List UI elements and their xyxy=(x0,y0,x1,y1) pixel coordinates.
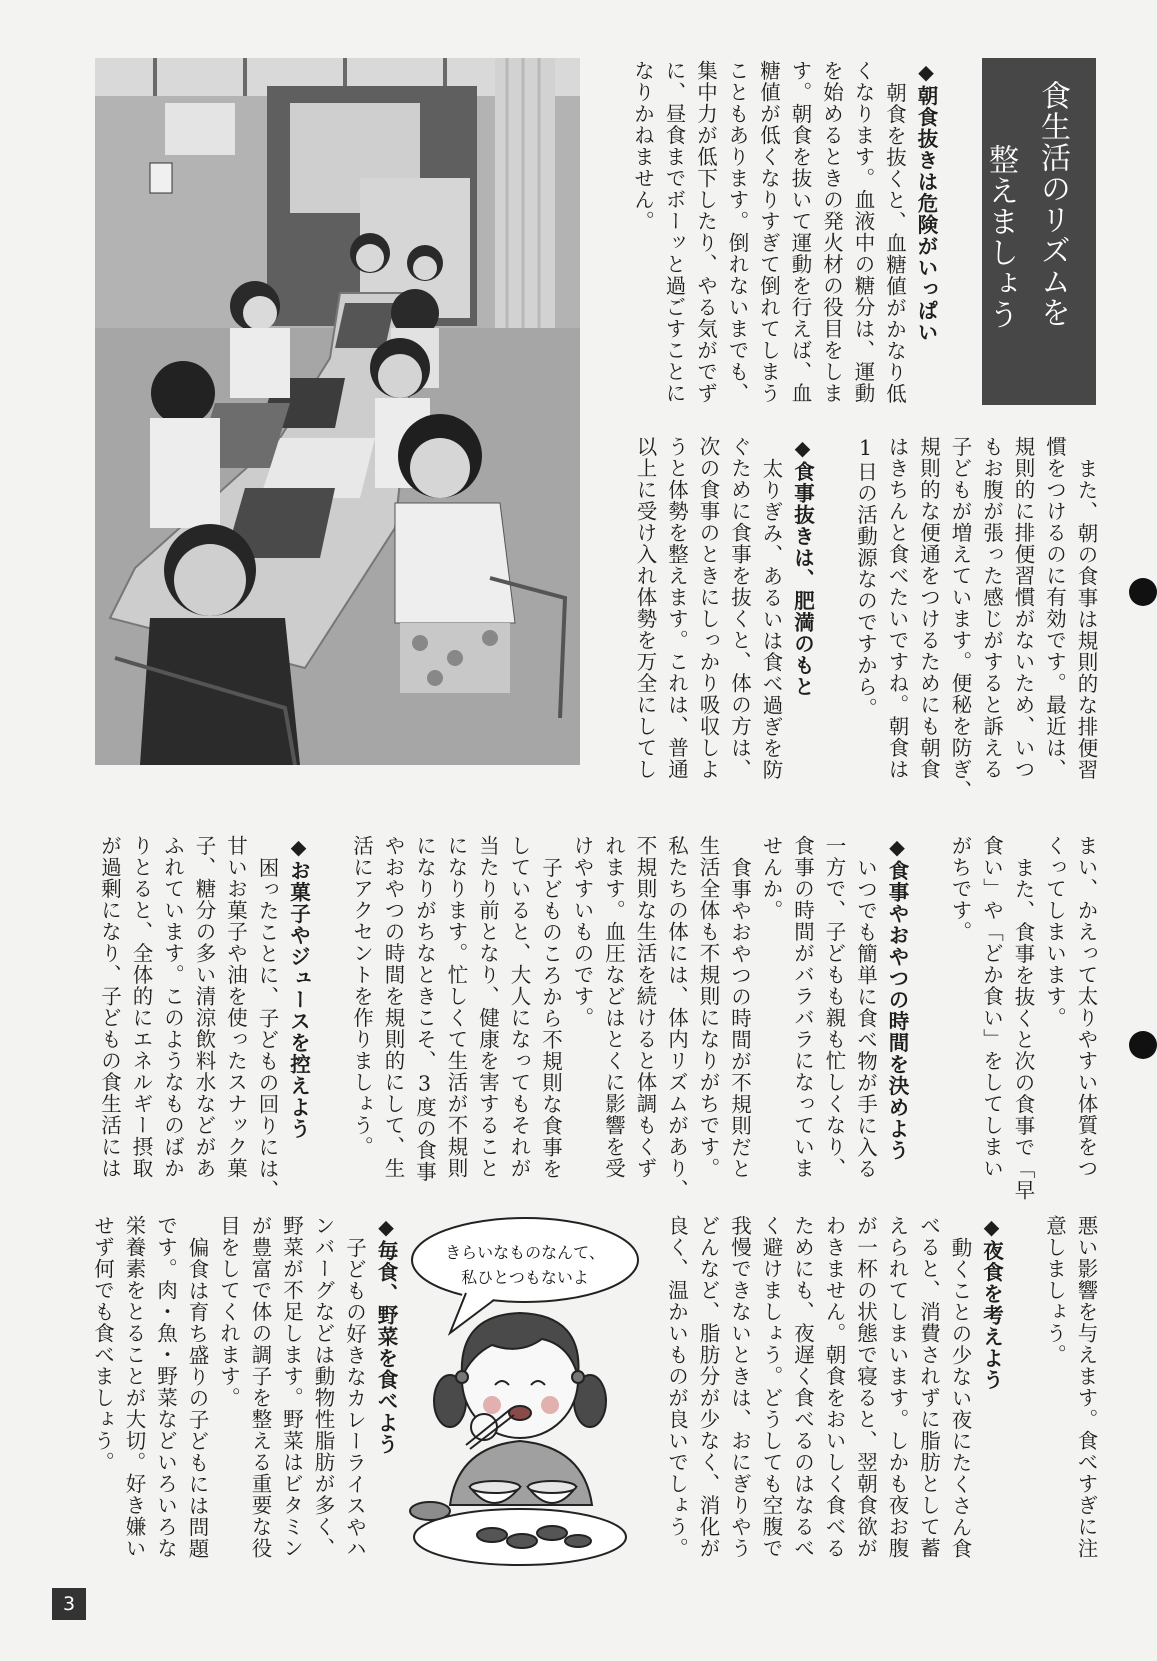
text-line: が過剰になり、子どもの食生活には xyxy=(97,835,122,1179)
text-line: です。肉・魚・野菜などいろいろな xyxy=(153,1215,178,1559)
section-heading: ◆夜食を考えよう xyxy=(979,1215,1004,1391)
paragraph-first-line: 太りぎみ、あるいは食べ過ぎを防 xyxy=(759,457,783,781)
text-line: 以上に受け入れ体勢を万全にしてし xyxy=(633,436,657,780)
section-heading: ◆毎食、野菜を食べよう xyxy=(374,1215,398,1455)
text-line: が一杯の状態で寝ると、翌朝食欲が xyxy=(853,1215,878,1559)
text-line: どんなど、脂肪分が少なく、消化が xyxy=(696,1215,720,1559)
paragraph-first-line: 朝食を抜くと、血糖値がかなり低 xyxy=(882,81,907,405)
text-line: 良く、温かいものが良いでしょう。 xyxy=(664,1215,689,1559)
text-line: 一方で、子どもも親も忙しくなり、 xyxy=(822,835,846,1179)
text-line: が豊富で体の調子を整える重要な役 xyxy=(248,1215,272,1559)
text-line: ふれています。このようなものばか xyxy=(160,835,185,1179)
paragraph-first-line: 困ったことに、子どもの回りには、 xyxy=(255,856,279,1201)
text-line: 1日の活動源なのですから。 xyxy=(853,436,878,719)
text-line: りとると、全体的にエネルギー摂取 xyxy=(129,835,153,1179)
text-line: 栄養素をとることが大切。好き嫌い xyxy=(122,1215,146,1559)
text-line: 集中力が低下したり、やる気がでず xyxy=(693,60,718,404)
classroom-photo xyxy=(95,58,580,765)
text-line: 悪い影響を与えます。食べすぎに注 xyxy=(1074,1215,1098,1559)
girl-figure xyxy=(410,1313,626,1565)
binder-hole xyxy=(1129,1031,1157,1059)
text-line: 野菜が不足します。野菜はビタミン xyxy=(279,1215,304,1559)
text-line: 子どもが増えています。便秘を防ぎ、 xyxy=(948,436,972,802)
speech-bubble-line-2: 私ひとつもないよ xyxy=(461,1268,589,1287)
paragraph-first-line: 食事やおやつの時間が不規則だと xyxy=(727,856,752,1180)
text-line: 目をしてくれます。 xyxy=(216,1215,241,1409)
text-line: べると、消費されずに脂肪として蓄 xyxy=(916,1215,941,1559)
text-line: くなります。血液中の糖分は、運動 xyxy=(851,60,875,404)
speech-bubble-line-1: きらいなものなんて、 xyxy=(445,1243,605,1262)
text-line: す。朝食を抜いて運動を行えば、血 xyxy=(788,60,812,404)
text-line: えられてしまいます。しかも夜お腹 xyxy=(885,1215,909,1559)
text-line: 私たちの体には、体内リズムがあり、 xyxy=(664,835,689,1201)
text-line: 不規則な生活を続けると体調もくず xyxy=(633,835,657,1179)
article-block-second-tier xyxy=(629,436,1102,806)
text-line: わきません。朝食をおいしく食べる xyxy=(822,1215,846,1559)
text-line: 甘いお菓子や油を使ったスナック菓 xyxy=(223,835,248,1179)
text-line: せず何でも食べましょう。 xyxy=(90,1215,115,1473)
paragraph-first-line: 動くことの少ない夜にたくさん食 xyxy=(948,1236,972,1560)
text-line: くってしまいます。 xyxy=(1042,835,1067,1029)
text-line: ぐために食事を抜くと、体の方は、 xyxy=(727,436,752,780)
text-line: 規則的な便通をつけるためにも朝食 xyxy=(916,436,941,780)
paragraph-first-line: また、朝の食事は規則的な排便習 xyxy=(1074,457,1098,781)
text-line: 当たり前となり、健康を害すること xyxy=(475,835,500,1179)
text-line: やおやつの時間を規則的にして、生 xyxy=(381,835,405,1179)
text-line: 食事の時間がバラバラになっていま xyxy=(790,835,815,1179)
text-line: もお腹が張った感じがすると訴える xyxy=(979,436,1004,780)
text-line: く避けましょう。どうしても空腹で xyxy=(759,1215,783,1559)
text-line: に、昼食までボーッと過ごすことに xyxy=(662,60,686,404)
section-heading: ◆食事抜きは、肥満のもと xyxy=(790,436,815,698)
paragraph-first-line: 子どものころから不規則な食事を xyxy=(538,856,563,1180)
text-line: 慣をつけるのに有効です。最近は、 xyxy=(1042,436,1067,780)
text-line: けやすいものです。 xyxy=(570,835,594,1029)
article-block-third-tier xyxy=(93,835,1101,1205)
text-line: 意しましょう。 xyxy=(1042,1215,1067,1366)
text-line: こともあります。倒れないまでも、 xyxy=(725,60,749,404)
text-line: れます。血圧などはとくに影響を受 xyxy=(601,835,626,1179)
text-line: 糖値が低くなりすぎて倒れてしまう xyxy=(756,60,781,404)
text-line: 次の食事のときにしっかり吸収しよ xyxy=(696,436,720,780)
section-heading: ◆お菓子やジュースを控えよう xyxy=(286,835,311,1140)
paragraph-first-line: また、食事を抜くと次の食事で「早 xyxy=(1011,856,1035,1201)
text-line: を始めるときの発火材の役目をしま xyxy=(819,60,844,404)
text-line: 食い」や「どか食い」をしてしまい xyxy=(979,835,1004,1179)
text-line: なりかねません。 xyxy=(630,60,655,232)
binder-hole xyxy=(1129,578,1157,606)
text-line: していると、大人になってもそれが xyxy=(507,835,531,1179)
text-line: まい、かえって太りやすい体質をつ xyxy=(1074,835,1098,1179)
text-line: 生活全体も不規則になりがちです。 xyxy=(696,835,720,1179)
text-line: 活にアクセントを作りましょう。 xyxy=(349,835,374,1158)
page-title-line-1: 食生活のリズムを xyxy=(1035,80,1070,328)
text-line: うと体勢を整えます。これは、普通 xyxy=(664,436,689,780)
text-line: 規則的に排便習慣がないため、いつ xyxy=(1011,436,1035,780)
text-line: がちです。 xyxy=(948,835,972,943)
article-block-upper-right xyxy=(626,60,941,430)
text-line: 我慢できないときは、おにぎりやう xyxy=(727,1215,752,1559)
section-heading: ◆食事やおやつの時間を決めよう xyxy=(885,835,909,1161)
text-line: になりがちなときこそ、3度の食事 xyxy=(412,835,437,1183)
article-block-bottom-left xyxy=(86,1215,401,1585)
text-line: はきちんと食べたいですね。朝食は xyxy=(885,436,909,780)
page-number: 3 xyxy=(52,1588,86,1620)
article-block-bottom-right xyxy=(660,1215,1101,1585)
paragraph-first-line: 偏食は育ち盛りの子どもには問題 xyxy=(185,1236,209,1560)
text-line: ンバーグなどは動物性脂肪が多く、 xyxy=(311,1215,335,1559)
text-line: になります。忙しくて生活が不規則 xyxy=(444,835,468,1179)
title-box xyxy=(982,58,1096,405)
paragraph-first-line: 子どもの好きなカレーライスやハ xyxy=(342,1236,367,1560)
text-line: せんか。 xyxy=(759,835,783,921)
text-line: ためにも、夜遅く食べるのはなるべ xyxy=(790,1215,815,1559)
section-heading: ◆朝食抜きは危険がいっぱい xyxy=(914,60,938,343)
text-line: 子、糖分の多い清涼飲料水などがあ xyxy=(192,835,216,1179)
paragraph-first-line: いつでも簡単に食べ物が手に入る xyxy=(853,856,878,1180)
page-title-line-2: 整えましょう xyxy=(983,144,1018,330)
